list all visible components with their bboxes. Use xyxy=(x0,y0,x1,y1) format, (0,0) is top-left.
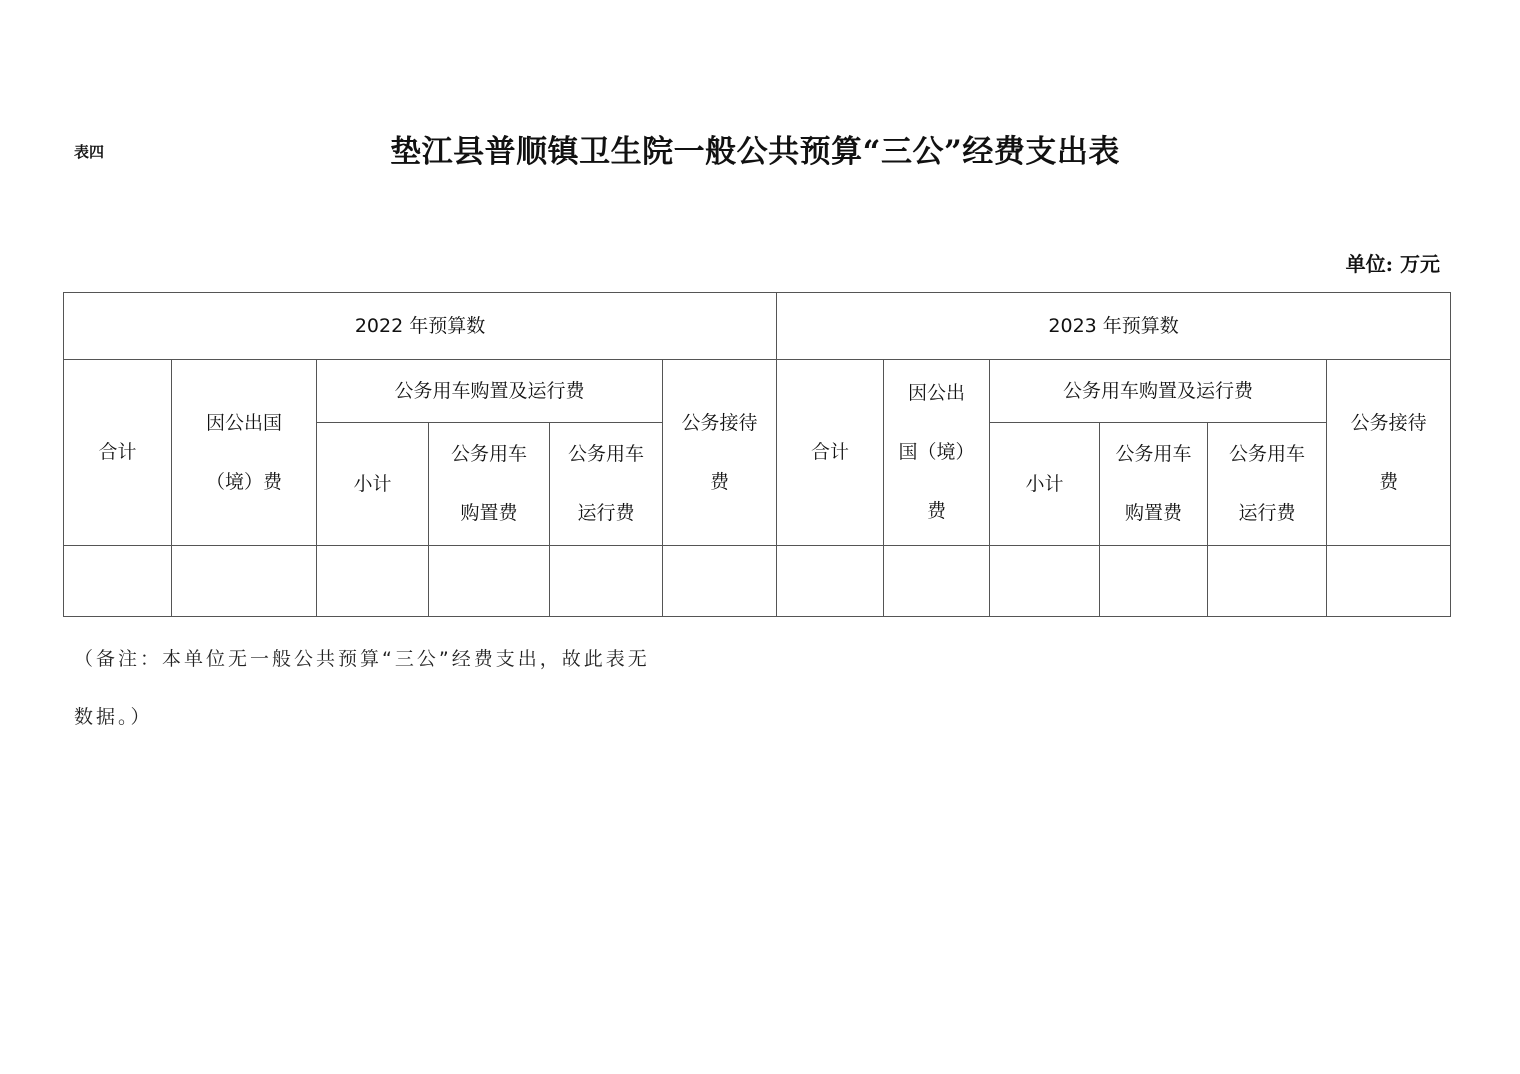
reception-2023-line1: 公务接待 xyxy=(1350,411,1427,434)
table-row xyxy=(64,546,1451,617)
abroad-2023-line2: 国（境） xyxy=(898,441,975,463)
subtotal-2022-header: 小计 xyxy=(317,423,429,546)
reception-2022-header xyxy=(663,360,777,546)
operation-2023-line2: 运行费 xyxy=(1238,502,1296,524)
purchase-2022-header xyxy=(429,423,550,546)
total-2022-header: 合计 xyxy=(64,360,172,546)
table-cell xyxy=(64,546,172,617)
table-cell xyxy=(1327,546,1451,617)
reception-2022-line2: 费 xyxy=(710,470,730,493)
year-2023-header: 2023 年预算数 xyxy=(777,293,1451,360)
abroad-2022-header xyxy=(172,360,317,546)
operation-2022-line2: 运行费 xyxy=(577,502,635,524)
budget-table xyxy=(63,292,1451,617)
vehicle-group-2022-header: 公务用车购置及运行费 xyxy=(317,360,663,423)
table-cell xyxy=(1100,546,1208,617)
reception-2023-header xyxy=(1327,360,1451,546)
footnote-line1: （备注：本单位无一般公共预算“三公”经费支出，故此表无 xyxy=(74,648,650,670)
footnote-line2: 数据。） xyxy=(74,706,153,728)
operation-2022-line1: 公务用车 xyxy=(567,443,644,465)
purchase-2023-line2: 购置费 xyxy=(1125,502,1183,524)
table-cell xyxy=(550,546,663,617)
table-cell xyxy=(990,546,1100,617)
table-cell xyxy=(317,546,429,617)
operation-2023-header xyxy=(1208,423,1327,546)
abroad-2023-line1: 因公出 xyxy=(908,382,966,404)
abroad-2022-line2: （境）费 xyxy=(205,470,282,493)
subtotal-2023-header: 小计 xyxy=(990,423,1100,546)
table-cell xyxy=(429,546,550,617)
table-cell xyxy=(663,546,777,617)
table-label: 表四 xyxy=(74,143,105,161)
operation-2022-header xyxy=(550,423,663,546)
table-cell xyxy=(172,546,317,617)
purchase-2023-header xyxy=(1100,423,1208,546)
table-group-row xyxy=(64,360,1451,423)
purchase-2023-line1: 公务用车 xyxy=(1115,443,1192,465)
abroad-2023-header xyxy=(884,360,990,546)
operation-2023-line1: 公务用车 xyxy=(1229,443,1306,465)
abroad-2022-line1: 因公出国 xyxy=(205,411,282,434)
vehicle-group-2023-header: 公务用车购置及运行费 xyxy=(990,360,1327,423)
total-2023-header: 合计 xyxy=(777,360,884,546)
abroad-2023-line3: 费 xyxy=(927,500,947,522)
purchase-2022-line1: 公务用车 xyxy=(450,443,527,465)
footnote xyxy=(74,630,650,746)
year-2022-header: 2022 年预算数 xyxy=(64,293,777,360)
table-year-row xyxy=(64,293,1451,360)
table-cell xyxy=(884,546,990,617)
purchase-2022-line2: 购置费 xyxy=(460,502,518,524)
reception-2023-line2: 费 xyxy=(1379,470,1399,493)
reception-2022-line1: 公务接待 xyxy=(681,411,758,434)
unit-label: 单位: 万元 xyxy=(1345,252,1440,276)
table-cell xyxy=(777,546,884,617)
page-title: 垫江县普顺镇卫生院一般公共预算“三公”经费支出表 xyxy=(390,134,1120,170)
table-cell xyxy=(1208,546,1327,617)
